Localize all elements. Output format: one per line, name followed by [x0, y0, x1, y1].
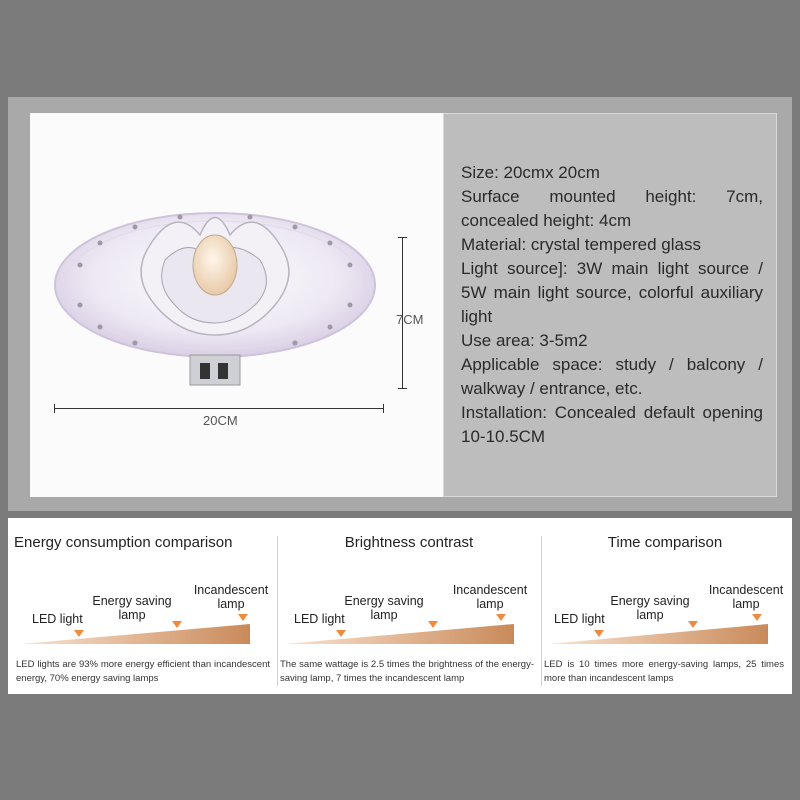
comparison-brightness — [278, 518, 540, 694]
comparison-description: LED lights are 93% more energy efficient than incandescent energy, 70% energy saving lamps — [16, 659, 270, 684]
comparison-description: The same wattage is 2.5 times the brightness of the energy-saving lamp, 7 times the incandescent lamp — [280, 659, 534, 684]
comparison-title: Brightness contrast — [344, 534, 474, 551]
saving-label: Energy saving lamp — [92, 594, 172, 622]
spec-applicable-space: Applicable space: study / balcony / walkway / entrance, etc. — [461, 355, 763, 398]
led-label: LED light — [32, 612, 83, 626]
saving-label: Energy saving lamp — [344, 594, 424, 622]
comparison-title: Energy consumption comparison — [14, 534, 233, 551]
width-dimension-line — [54, 408, 384, 409]
width-dimension-label: 20CM — [203, 413, 238, 428]
spec-installation: Installation: Concealed default opening 10-10.5CM — [461, 403, 763, 446]
specs-box — [443, 113, 777, 497]
spec-material: Material: crystal tempered glass — [461, 235, 701, 254]
spec-height: Surface mounted height: 7cm, concealed height: 4cm — [461, 187, 763, 230]
comparison-panel — [8, 518, 792, 694]
comparison-wedge — [548, 614, 768, 644]
lamp-illustration — [50, 205, 390, 405]
saving-label: Energy saving lamp — [610, 594, 690, 622]
comparison-wedge — [20, 614, 250, 644]
specs-list — [461, 161, 763, 449]
comparison-time — [542, 518, 788, 694]
incandescent-label: Incandescent lamp — [708, 583, 784, 611]
comparison-title: Time comparison — [607, 534, 723, 551]
comparison-energy — [14, 518, 276, 694]
incandescent-label: Incandescent lamp — [193, 583, 269, 611]
spec-light-source: Light source]: 3W main light source / 5W main light source, colorful auxiliary light — [461, 259, 763, 326]
led-label: LED light — [554, 612, 605, 626]
led-label: LED light — [294, 612, 345, 626]
spec-use-area: Use area: 3-5m2 — [461, 331, 588, 350]
incandescent-label: Incandescent lamp — [452, 583, 528, 611]
comparison-description: LED is 10 times more energy-saving lamps, 25 times more than incandescent lamps — [544, 659, 784, 684]
comparison-wedge — [284, 614, 514, 644]
spec-size: Size: 20cmx 20cm — [461, 163, 600, 182]
height-dimension-label: 7CM — [396, 312, 424, 327]
